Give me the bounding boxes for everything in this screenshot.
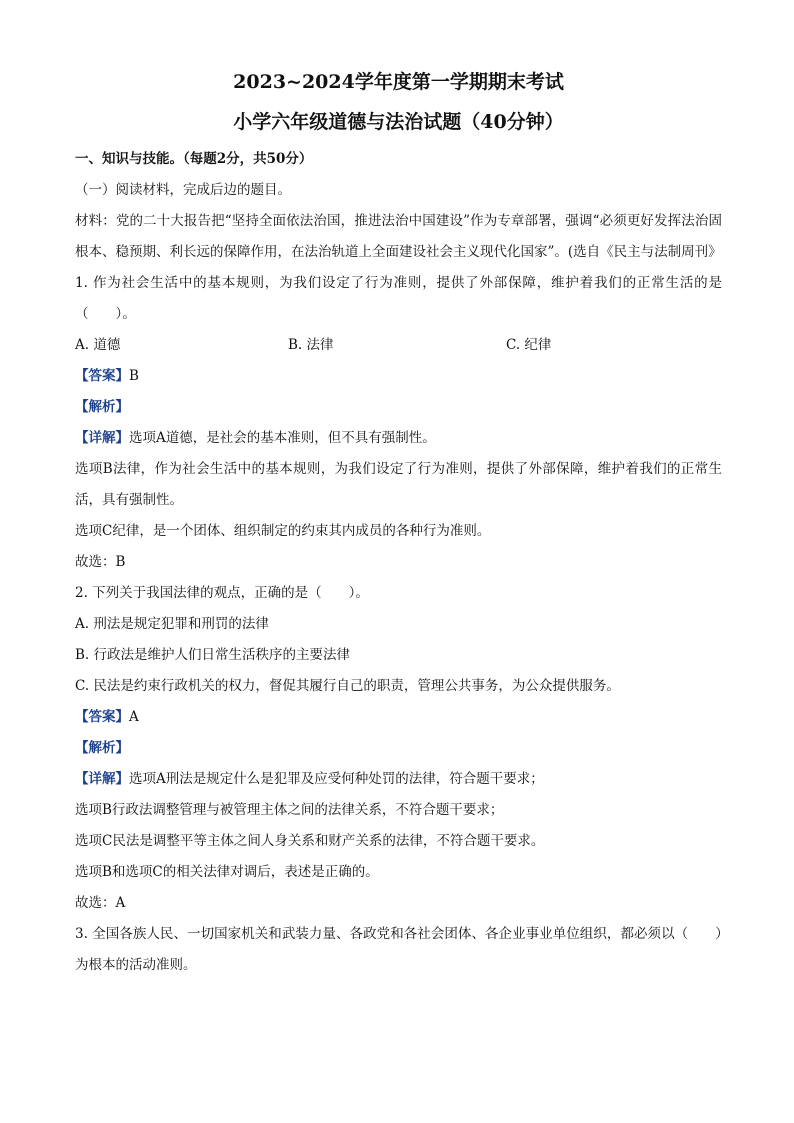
q2-conclusion: 故选：A (75, 895, 126, 911)
q1-option-a: A. 道德 (75, 337, 121, 353)
section-heading: 一、知识与技能。（每题2分，共50分） (75, 151, 313, 167)
question-3-stem: 3. 全国各族人民、一切国家机关和武装力量、各政党和各社会团体、各企业事业单位组织，都必须以（ ）为根本的活动准则。 (75, 926, 722, 973)
q2-detail-2: 选项B行政法调整管理与被管理主体之间的法律关系，不符合题干要求； (75, 802, 504, 818)
q2-answer (75, 702, 722, 733)
q2-detail-3: 选项C民法是调整平等主体之间人身关系和财产关系的法律，不符合题干要求。 (75, 833, 545, 849)
answer-tag: 【答案】 (75, 368, 129, 384)
q2-option-a: A. 刑法是规定犯罪和刑罚的法律 (75, 616, 269, 632)
q1-option-c: C. 纪律 (506, 337, 552, 353)
analysis-tag: 【解析】 (75, 740, 129, 756)
q2-detail-4: 选项B和选项C的相关法律对调后，表述是正确的。 (75, 864, 379, 880)
detail-tag: 【详解】 (75, 771, 129, 787)
analysis-tag: 【解析】 (75, 399, 129, 415)
detail-text: 选项A道德，是社会的基本准则，但不具有强制性。 (129, 430, 436, 446)
q1-answer (75, 361, 722, 392)
sub-heading: （一）阅读材料，完成后边的题目。 (75, 182, 291, 198)
q1-option-b: B. 法律 (288, 337, 334, 353)
answer-value: B (129, 368, 139, 384)
q1-detail-2: 选项B法律，作为社会生活中的基本规则，为我们设定了行为准则，提供了外部保障，维护着我们的正常生活，具有强制性。 (75, 461, 722, 508)
exam-title: 2023~2024学年度第一学期期末考试 (233, 71, 564, 93)
q2-detail-1 (75, 764, 722, 795)
answer-tag: 【答案】 (75, 709, 129, 725)
exam-subtitle: 小学六年级道德与法治试题（40分钟） (233, 111, 564, 133)
detail-text: 选项A刑法是规定什么是犯罪及应受何种处罚的法律，符合题干要求； (129, 771, 544, 787)
q2-option-b: B. 行政法是维护人们日常生活秩序的主要法律 (75, 647, 351, 663)
q1-conclusion: 故选：B (75, 554, 126, 570)
q1-detail-3: 选项C纪律，是一个团体、组织制定的约束其内成员的各种行为准则。 (75, 523, 491, 539)
answer-value: A (129, 709, 139, 725)
q2-analysis (75, 733, 722, 764)
q1-analysis (75, 392, 722, 423)
question-1-options (75, 330, 722, 361)
q1-detail-1 (75, 423, 722, 454)
detail-tag: 【详解】 (75, 430, 129, 446)
q2-option-c: C. 民法是约束行政机关的权力，督促其履行自己的职责，管理公共事务，为公众提供服务。 (75, 678, 620, 694)
question-1-stem: 1. 作为社会生活中的基本规则，为我们设定了行为准则，提供了外部保障，维护着我们的正常生活的是（ ）。 (75, 275, 722, 322)
question-2-stem: 2. 下列关于我国法律的观点，正确的是（ ）。 (75, 585, 369, 601)
material-text: 材料：党的二十大报告把“坚持全面依法治国，推进法治中国建设”作为专章部署，强调“必须更好发挥法治固根本、稳预期、利长远的保障作用，在法治轨道上全面建设社会主义现代化国家”。(选自《民主与法制周刊》 (75, 213, 722, 260)
